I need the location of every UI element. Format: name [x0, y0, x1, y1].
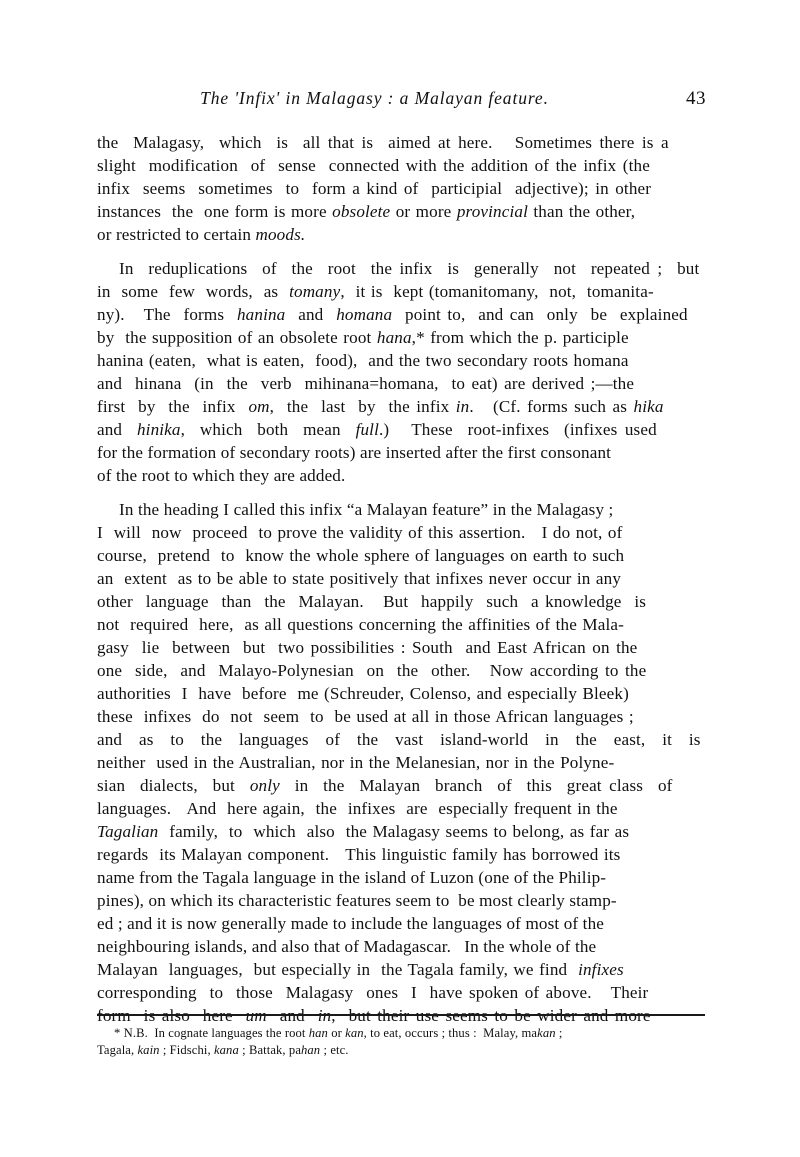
text-line: Tagalian family, to which also the Malagasy seems to belong, as far as: [97, 822, 630, 841]
italic-term: moods.: [255, 225, 306, 244]
text-line: not required here, as all questions concerning the affinities of the Mala-: [97, 615, 624, 634]
italic-term: infixes: [578, 960, 624, 979]
text-line: instances the one form is more obsolete or more provincial than the other,: [97, 202, 636, 221]
text-line: ed ; and it is now generally made to include the languages of most of the: [97, 914, 605, 933]
italic-term: obsolete: [332, 202, 391, 221]
italic-term: tomany: [289, 282, 341, 301]
text-line: name from the Tagala language in the island of Luzon (one of the Philip-: [97, 868, 607, 887]
text-line: first by the infix om, the last by the infix in. (Cf. forms such as hika: [97, 397, 664, 416]
text-line: infix seems sometimes to form a kind of participial adjective); in other: [97, 179, 652, 198]
italic-term: om: [248, 397, 270, 416]
italic-term: hana: [376, 328, 412, 347]
footnote-rule: [97, 1014, 705, 1016]
text-line: other language than the Malayan. But happily such a knowledge is: [97, 592, 647, 611]
text-line: or restricted to certain moods.: [97, 225, 306, 244]
paragraph: [97, 498, 707, 1027]
text-line: and hinika, which both mean full.) These root-infixes (infixes used: [97, 420, 657, 439]
text-line: these infixes do not seem to be used at all in those African languages ;: [97, 707, 634, 726]
running-head-title: [97, 88, 652, 109]
footnote: [97, 1014, 707, 1059]
paragraph: [97, 131, 707, 246]
text-line: languages. And here again, the infixes are especially frequent in the: [97, 799, 618, 818]
italic-term: in: [455, 397, 470, 416]
italic-term: hanina: [236, 305, 286, 324]
italic-term: han: [301, 1043, 321, 1057]
text-line: and hinana (in the verb mihinana=homana, to eat) are derived ;—the: [97, 374, 635, 393]
text-line: course, pretend to know the whole sphere of languages on earth to such: [97, 546, 625, 565]
text-line: for the formation of secondary roots) are inserted after the first consonant: [97, 443, 612, 462]
footnote-line: * N.B. In cognate languages the root han or kan, to eat, occurs ; thus : Malay, makan ;: [114, 1026, 563, 1040]
italic-term: hika: [633, 397, 664, 416]
italic-term: provincial: [456, 202, 528, 221]
text-line: in some few words, as tomany, it is kept (tomanitomany, not, tomanita-: [97, 282, 654, 301]
text-line: regards its Malayan component. This linguistic family has borrowed its: [97, 845, 621, 864]
paragraph: [97, 257, 707, 487]
italic-term: Tagalian: [97, 822, 159, 841]
text-line: of the root to which they are added.: [97, 466, 346, 485]
text-line: and as to the languages of the vast island-world in the east, it is: [97, 730, 701, 749]
italic-term: only: [249, 776, 280, 795]
text-line: Malayan languages, but especially in the Tagala family, we find infixes: [97, 960, 624, 979]
italic-term: homana: [336, 305, 393, 324]
text-line: In the heading I called this infix “a Malayan feature” in the Malagasy ;: [119, 500, 614, 519]
text-line: ny). The forms hanina and homana point to, and can only be explained: [97, 305, 688, 324]
italic-term: kan: [345, 1026, 364, 1040]
text-line: corresponding to those Malagasy ones I have spoken of above. Their: [97, 983, 649, 1002]
text-line: by the supposition of an obsolete root hana,* from which the p. participle: [97, 328, 629, 347]
text-line: neighbouring islands, and also that of Madagascar. In the whole of the: [97, 937, 597, 956]
text-line: an extent as to be able to state positively that infixes never occur in any: [97, 569, 622, 588]
text-line: slight modification of sense connected with the addition of the infix (the: [97, 156, 650, 175]
text-line: the Malagasy, which is all that is aimed at here. Sometimes there is a: [97, 133, 669, 152]
text-line: I will now proceed to prove the validity of this assertion. I do not, of: [97, 523, 623, 542]
italic-term: han: [308, 1026, 328, 1040]
text-line: pines), on which its characteristic features seem to be most clearly stamp-: [97, 891, 617, 910]
text-line: In reduplications of the root the infix is generally not repeated ; but: [119, 259, 700, 278]
footnote-line: Tagala, kain ; Fidschi, kana ; Battak, pahan ; etc.: [97, 1043, 349, 1057]
text-line: hanina (eaten, what is eaten, food), and the two secondary roots homana: [97, 351, 629, 370]
body-text: [97, 131, 707, 1027]
running-head: [97, 88, 706, 118]
page-number: 43: [686, 88, 706, 109]
text-line: neither used in the Australian, nor in the Melanesian, nor in the Polyne-: [97, 753, 615, 772]
text-line: one side, and Malayo-Polynesian on the other. Now according to the: [97, 661, 647, 680]
italic-term: kana: [213, 1043, 239, 1057]
running-head-title-text: The 'Infix' in Malagasy : a Malayan feature.: [200, 88, 549, 108]
text-line: sian dialects, but only in the Malayan branch of this great class of: [97, 776, 673, 795]
italic-term: full: [355, 420, 379, 439]
italic-term: kan: [537, 1026, 556, 1040]
italic-term: kain: [137, 1043, 160, 1057]
text-line: gasy lie between but two possibilities : South and East African on the: [97, 638, 638, 657]
italic-term: hinika: [136, 420, 181, 439]
text-line: authorities I have before me (Schreuder, Colenso, and especially Bleek): [97, 684, 629, 703]
